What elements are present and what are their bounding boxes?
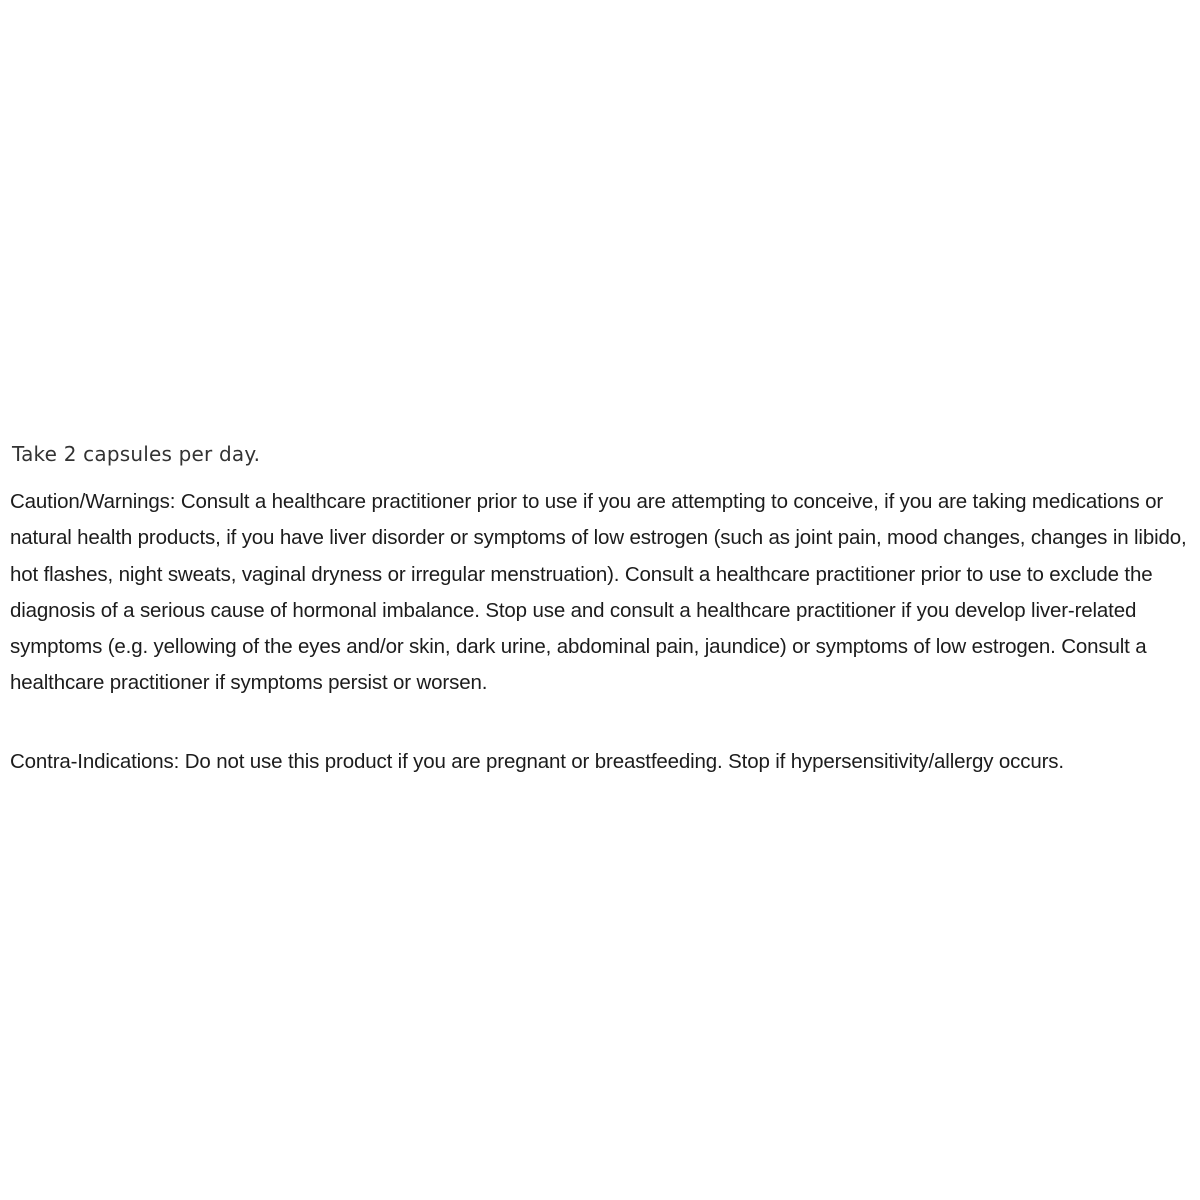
contra-indications-paragraph: Contra-Indications: Do not use this product if you are pregnant or breastfeeding. Stop if hypersensitivity/allergy occurs. [10,749,1064,773]
label-text-block [10,436,1195,780]
caution-warnings-paragraph: Caution/Warnings: Consult a healthcare practitioner prior to use if you are attempting to conceive, if you are taking medications or natural health products, if you have liver disorder or symptoms of low estrogen (such as joint pain, mood changes, changes in libido, hot flashes, night sweats, vaginal dryness or irregular menstruation). Consult a healthcare practitioner prior to use to exclude the diagnosis of a serious cause of hormonal imbalance. Stop use and consult a healthcare practitioner if you develop liver-related symptoms (e.g. yellowing of the eyes and/or skin, dark urine, abdominal pain, jaundice) or symptoms of low estrogen. Consult a healthcare practitioner if symptoms persist or worsen. [10,490,1187,695]
dosage-instructions: Take 2 capsules per day. [12,442,261,466]
